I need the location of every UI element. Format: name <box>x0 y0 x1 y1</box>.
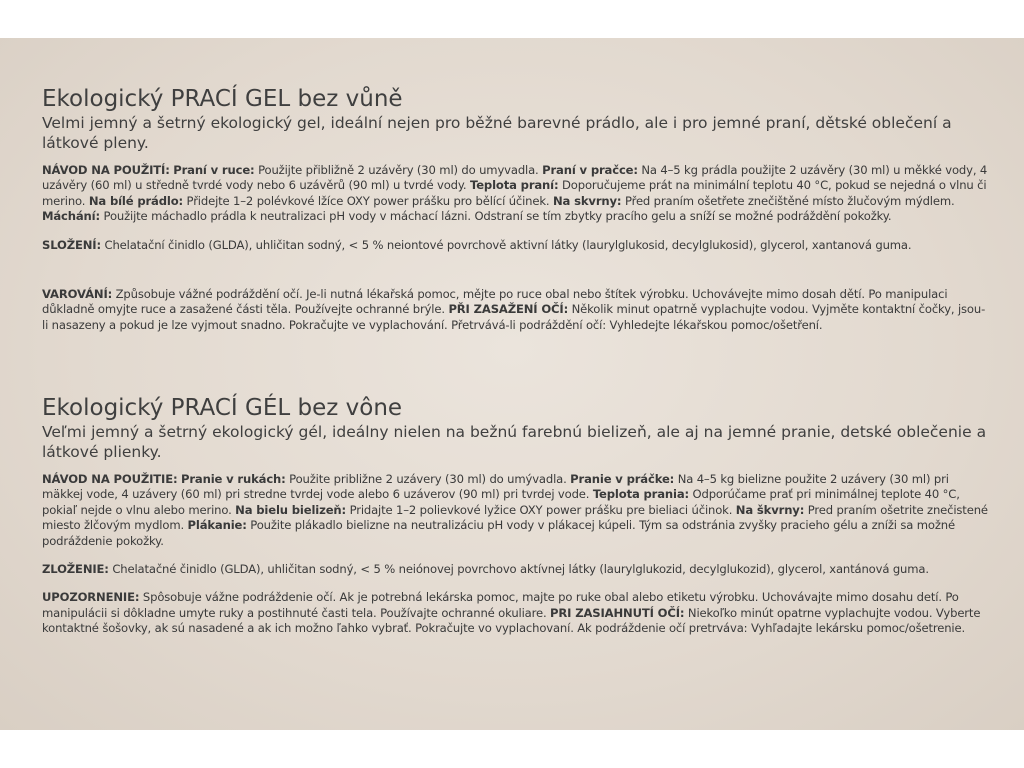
cz-hand-wash-label: Praní v ruce: <box>173 163 255 177</box>
cz-hand-wash-text: Použijte přibližně 2 uzávěry (30 ml) do umyvadla. <box>254 163 543 177</box>
cz-eye-contact-text: Několik minut opatrně vyplachujte vodou. Vyjměte kontaktní čočky, jsou-li nasazeny a pokud je lze vyjmout snadno. Pokračujte ve vyplachování. Přetrvává-li podráždění očí: Vyhledejte lékařskou pomoc/ošetření. <box>42 302 986 332</box>
cz-machine-wash-text: Na 4–5 kg prádla použijte 2 uzávěry (30 ml) u měkké vody, 4 uzávěry (60 ml) u středně tvrdé vody nebo 6 uzávěrů (90 ml) u tvrdé vody. <box>42 163 988 193</box>
sk-temperature-label: Teplota prania: <box>592 487 689 502</box>
cz-white-laundry-label: Na bílé prádlo: <box>88 193 184 208</box>
sk-temperature-text: Odporúčame prať pri minimálnej teplote 40 °C, pokiaľ nejde o vlnu alebo merino. <box>42 487 960 517</box>
sk-rinsing-text: Použite plákadlo bielizne na neutralizáciu pH vody v plákacej kúpeli. Tým sa odstránia zvyšky pracieho gélu a zníži sa možné podráždenie pokožky. <box>42 518 955 548</box>
sk-warning <box>42 590 988 636</box>
cz-white-laundry-text: Přidejte 1–2 polévkové lžíce OXY power prášku pro bělící účinek. <box>183 193 553 208</box>
sk-hand-wash-label: Pranie v rukách: <box>181 472 286 486</box>
czech-section <box>42 86 988 333</box>
cz-eye-contact-label: PŘI ZASAŽENÍ OČÍ: <box>448 302 569 317</box>
cz-composition-label: SLOŽENÍ: <box>42 237 101 252</box>
cz-warning-label: VAROVÁNÍ: <box>42 287 113 302</box>
cz-composition <box>42 238 988 253</box>
sk-instructions <box>42 472 988 549</box>
sk-white-laundry-text: Pridajte 1–2 polievkové lyžice OXY power prášku pre bieliaci účinok. <box>346 502 736 517</box>
product-label <box>0 38 1024 730</box>
sk-stains-label: Na škvrny: <box>735 502 805 517</box>
cz-temperature-label: Teplota praní: <box>470 178 559 193</box>
sk-instructions-label: NÁVOD NA POUŽITIE: <box>42 472 178 486</box>
cz-stains-text: Před praním ošetřete znečištěné místo žlučovým mýdlem. <box>621 193 955 208</box>
sk-composition-text: Chelatačné činidlo (GLDA), uhličitan sodný, < 5 % neiónovej povrchovo aktívnej látky (laurylglukozid, decylglukozid), glycerol, xantánová guma. <box>108 562 929 577</box>
slovak-section <box>42 395 988 637</box>
sk-composition <box>42 562 988 577</box>
sk-stains-text: Pred praním ošetrite znečistené miesto žlčovým mydlom. <box>42 502 988 533</box>
cz-machine-wash-label: Praní v pračce: <box>542 163 638 177</box>
sk-eye-contact-text: Niekoľko minút opatrne vyplachujte vodou. Vyberte kontaktné šošovky, ak sú nasadené a ak ich možno ľahko vybrať. Pokračujte vo vyplachovaní. Ak podráždenie očí pretrváva: Vyhľadajte lekársku pomoc/ošetrenie. <box>42 605 981 636</box>
sk-white-laundry-label: Na bielu bielizeň: <box>235 502 347 517</box>
sk-composition-label: ZLOŽENIE: <box>42 562 109 577</box>
cz-warning-text: Způsobuje vážné podráždění očí. Je-li nutná lékařská pomoc, mějte po ruce obal nebo štítek výrobku. Uchovávejte mimo dosah dětí. Po manipulaci důkladně omyjte ruce a zasažené části těla. Používejte ochranné brýle. <box>42 287 948 317</box>
cz-warning <box>42 287 988 333</box>
cz-rinsing-label: Máchání: <box>42 209 100 224</box>
sk-title: Ekologický PRACÍ GÉL bez vône <box>42 395 403 421</box>
cz-stains-label: Na skvrny: <box>553 193 622 208</box>
cz-instructions <box>42 163 988 225</box>
sk-hand-wash-text: Použite približne 2 uzávery (30 ml) do umývadla. <box>285 472 571 486</box>
sk-eye-contact-label: PRI ZASIAHNUTÍ OČÍ: <box>550 605 685 620</box>
sk-machine-wash-text: Na 4–5 kg bielizne použite 2 uzávery (30 ml) pri mäkkej vode, 4 uzávery (60 ml) pri stredne tvrdej vode alebo 6 uzáverov (90 ml) pri tvrdej vode. <box>42 472 949 502</box>
cz-rinsing-text: Použijte máchadlo prádla k neutralizaci pH vody v máchací lázni. Odstraní se tím zbytky pracího gelu a sníží se možné podráždění pokožky. <box>99 209 892 224</box>
sk-machine-wash-label: Pranie v práčke: <box>570 472 675 486</box>
sk-subtitle: Veľmi jemný a šetrný ekologický gél, ideálny nielen na bežnú farebnú bielizeň, ale aj na jemné pranie, detské oblečenie a látkové plienky. <box>42 423 987 461</box>
sk-rinsing-label: Plákanie: <box>187 518 247 533</box>
cz-subtitle: Velmi jemný a šetrný ekologický gel, ideální nejen pro běžné barevné prádlo, ale i pro jemné praní, dětské oblečení a látkové pleny. <box>42 114 952 152</box>
cz-temperature-text: Doporučujeme prát na minimální teplotu 40 °C, pokud se nejedná o vlnu či merino. <box>42 178 987 208</box>
cz-composition-text: Chelatační činidlo (GLDA), uhličitan sodný, < 5 % neiontové povrchově aktivní látky (laurylglukosid, decylglukosid), glycerol, xantanová guma. <box>100 237 912 252</box>
sk-warning-text: Spôsobuje vážne podráždenie očí. Ak je potrebná lekárska pomoc, majte po ruke obal alebo etiketu výrobku. Uchovávajte mimo dosahu detí. Po manipulácii si dôkladne umyte ruky a postihnuté časti tela. Používajte ochranné okuliare. <box>42 590 959 620</box>
cz-instructions-label: NÁVOD NA POUŽITÍ: <box>42 163 170 177</box>
sk-warning-label: UPOZORNENIE: <box>42 590 140 605</box>
cz-title: Ekologický PRACÍ GEL bez vůně <box>42 86 403 112</box>
